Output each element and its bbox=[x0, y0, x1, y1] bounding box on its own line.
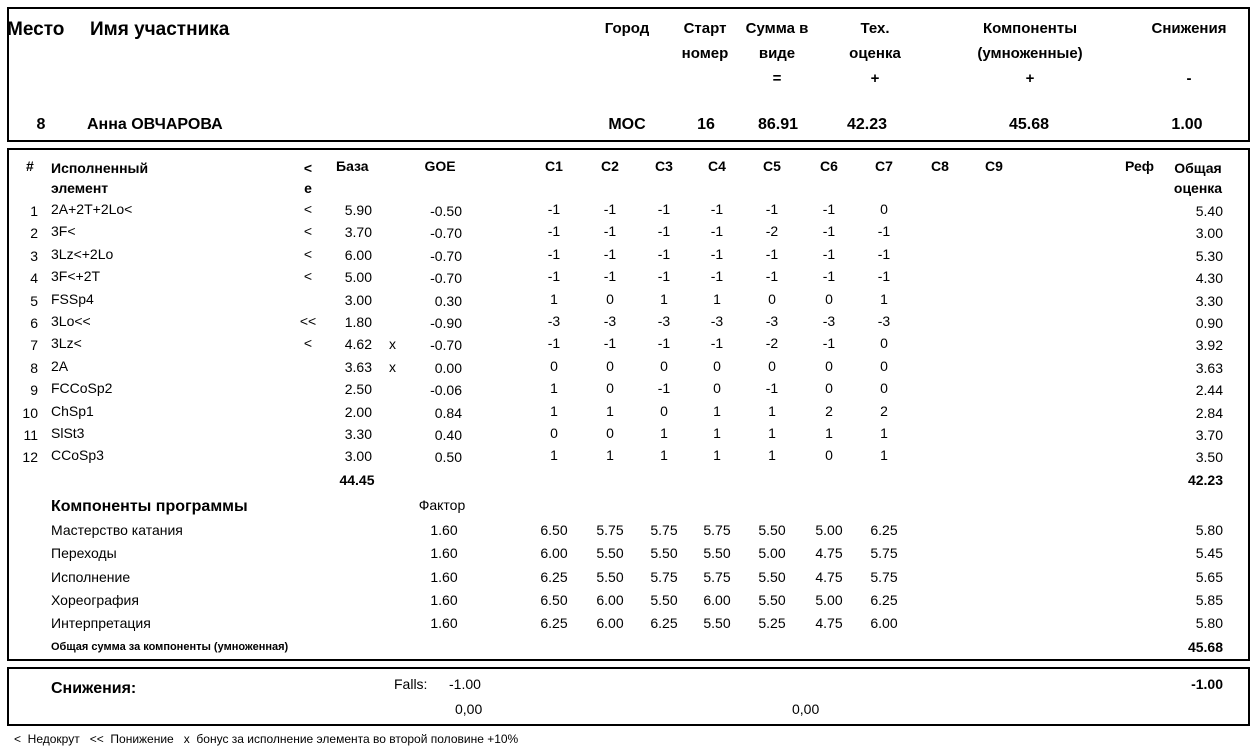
element-num: 8 bbox=[30, 360, 38, 376]
component-judge-score: 6.25 bbox=[540, 615, 568, 631]
component-judge-score: 5.50 bbox=[703, 615, 731, 631]
component-judge-score: 6.00 bbox=[703, 592, 731, 608]
element-name: ChSp1 bbox=[51, 403, 94, 419]
element-name: 3F< bbox=[51, 223, 76, 239]
component-factor: 1.60 bbox=[430, 592, 458, 608]
element-judge-score: 1 bbox=[768, 425, 776, 441]
component-judge-score: 5.50 bbox=[758, 522, 786, 538]
component-judge-score: 5.75 bbox=[870, 569, 898, 585]
element-judge-score: 1 bbox=[660, 291, 668, 307]
component-factor: 1.60 bbox=[430, 569, 458, 585]
element-num: 10 bbox=[22, 405, 38, 421]
element-base: 5.00 bbox=[344, 269, 372, 285]
component-score: 5.65 bbox=[1195, 569, 1223, 585]
element-judge-score: 0 bbox=[606, 425, 614, 441]
element-judge-score: 1 bbox=[550, 380, 558, 396]
component-judge-score: 5.75 bbox=[596, 522, 624, 538]
element-goe: 0.50 bbox=[434, 449, 462, 465]
element-judge-score: 0 bbox=[550, 425, 558, 441]
component-score: 5.80 bbox=[1195, 522, 1223, 538]
element-name: CCoSp3 bbox=[51, 447, 104, 463]
element-judge-score: -1 bbox=[710, 335, 724, 351]
col-ref: Реф bbox=[1125, 158, 1155, 174]
skater-place: 8 bbox=[36, 116, 46, 133]
falls-value: -1.00 bbox=[449, 676, 481, 692]
element-goe: 0.00 bbox=[434, 360, 462, 376]
element-name: 3Lz<+2Lo bbox=[51, 246, 114, 262]
element-judge-score: -1 bbox=[547, 223, 561, 239]
element-judge-score: -1 bbox=[547, 246, 561, 262]
component-name: Хореография bbox=[51, 592, 139, 608]
element-judge-score: 0 bbox=[825, 291, 833, 307]
element-judge-score: -1 bbox=[657, 268, 671, 284]
component-judge-score: 6.00 bbox=[540, 545, 568, 561]
element-name: 3Lz< bbox=[51, 335, 82, 351]
element-name: FCCoSp2 bbox=[51, 380, 113, 396]
element-goe: -0.06 bbox=[430, 382, 462, 398]
skater-name: Анна ОВЧАРОВА bbox=[87, 116, 223, 133]
element-num: 5 bbox=[30, 293, 38, 309]
col-element: Исполненный элемент bbox=[51, 160, 149, 196]
component-judge-score: 5.50 bbox=[596, 569, 624, 585]
element-judge-score: -1 bbox=[603, 246, 617, 262]
factor-label: Фактор bbox=[418, 497, 466, 513]
element-goe: -0.70 bbox=[430, 225, 462, 241]
element-judge-score: 0 bbox=[768, 291, 776, 307]
element-judge-score: -1 bbox=[710, 223, 724, 239]
component-judge-score: 5.00 bbox=[758, 545, 786, 561]
element-num: 11 bbox=[23, 427, 38, 443]
deductions-zero-1: 0,00 bbox=[455, 701, 483, 717]
element-judge-score: 0 bbox=[606, 291, 614, 307]
element-goe: -0.70 bbox=[430, 337, 462, 353]
component-judge-score: 5.00 bbox=[815, 592, 843, 608]
element-info: << bbox=[299, 313, 317, 329]
element-judge-score: -1 bbox=[603, 223, 617, 239]
skater-total: 86.91 bbox=[757, 116, 799, 133]
col-num: # bbox=[26, 158, 34, 174]
tes-total: 42.23 bbox=[1187, 472, 1223, 488]
skater-start: 16 bbox=[697, 116, 715, 133]
element-judge-score: 1 bbox=[713, 425, 721, 441]
element-judge-score: 1 bbox=[880, 447, 888, 463]
element-judge-score: 1 bbox=[713, 291, 721, 307]
element-score: 3.63 bbox=[1195, 360, 1223, 376]
component-judge-score: 5.75 bbox=[703, 569, 731, 585]
element-score: 3.50 bbox=[1195, 449, 1223, 465]
col-info: < e bbox=[303, 160, 313, 196]
components-title: Компоненты программы bbox=[51, 498, 248, 515]
element-judge-score: 2 bbox=[880, 403, 888, 419]
element-judge-score: 1 bbox=[880, 425, 888, 441]
sum-label: Сумма в виде = bbox=[745, 20, 809, 87]
component-judge-score: 5.25 bbox=[758, 615, 786, 631]
element-base: 5.90 bbox=[344, 202, 372, 218]
element-goe: -0.50 bbox=[430, 203, 462, 219]
component-judge-score: 4.75 bbox=[815, 545, 843, 561]
element-judge-score: -1 bbox=[710, 201, 724, 217]
element-num: 12 bbox=[22, 449, 38, 465]
judge-header-9: C9 bbox=[985, 158, 1003, 174]
element-judge-score: -3 bbox=[547, 313, 561, 329]
footnote: < Недокрут << Понижение x бонус за исполнение элемента во второй половине +10% bbox=[14, 732, 519, 746]
element-judge-score: 1 bbox=[606, 403, 614, 419]
deductions-total: -1.00 bbox=[1191, 676, 1223, 692]
element-judge-score: 1 bbox=[825, 425, 833, 441]
name-label: Имя участника bbox=[90, 19, 230, 40]
element-goe: -0.70 bbox=[430, 248, 462, 264]
judge-header-5: C5 bbox=[763, 158, 781, 174]
col-base: База bbox=[336, 158, 369, 174]
element-num: 7 bbox=[30, 337, 38, 353]
element-judge-score: 1 bbox=[768, 447, 776, 463]
element-judge-score: -3 bbox=[710, 313, 724, 329]
component-judge-score: 6.25 bbox=[870, 592, 898, 608]
element-judge-score: 0 bbox=[825, 447, 833, 463]
judge-header-1: C1 bbox=[545, 158, 563, 174]
element-judge-score: -1 bbox=[710, 246, 724, 262]
element-judge-score: -1 bbox=[822, 201, 836, 217]
element-judge-score: 0 bbox=[660, 403, 668, 419]
element-score: 3.30 bbox=[1195, 293, 1223, 309]
component-judge-score: 5.75 bbox=[870, 545, 898, 561]
element-base: 4.62 bbox=[344, 336, 372, 352]
judge-header-4: C4 bbox=[708, 158, 726, 174]
element-judge-score: -1 bbox=[822, 335, 836, 351]
element-score: 5.30 bbox=[1195, 248, 1223, 264]
component-score: 5.45 bbox=[1195, 545, 1223, 561]
component-judge-score: 4.75 bbox=[815, 615, 843, 631]
element-judge-score: 0 bbox=[713, 358, 721, 374]
falls-label: Falls: bbox=[394, 676, 428, 692]
element-judge-score: 0 bbox=[713, 380, 721, 396]
element-judge-score: 0 bbox=[768, 358, 776, 374]
skater-ded: 1.00 bbox=[1171, 116, 1203, 133]
component-judge-score: 5.75 bbox=[650, 522, 678, 538]
comp-label: Компоненты (умноженные) + bbox=[977, 20, 1083, 87]
component-judge-score: 5.00 bbox=[815, 522, 843, 538]
component-name: Исполнение bbox=[51, 569, 131, 585]
element-judge-score: -1 bbox=[603, 335, 617, 351]
element-num: 4 bbox=[30, 270, 38, 286]
component-judge-score: 6.00 bbox=[870, 615, 898, 631]
element-judge-score: 1 bbox=[713, 403, 721, 419]
component-judge-score: 6.50 bbox=[540, 592, 568, 608]
judge-header-6: C6 bbox=[820, 158, 838, 174]
element-judge-score: -1 bbox=[657, 201, 671, 217]
element-bonus: x bbox=[389, 359, 396, 375]
element-base: 3.00 bbox=[344, 292, 372, 308]
component-judge-score: 6.50 bbox=[540, 522, 568, 538]
element-judge-score: -3 bbox=[822, 313, 836, 329]
component-judge-score: 4.75 bbox=[815, 569, 843, 585]
element-judge-score: -1 bbox=[657, 246, 671, 262]
element-judge-score: -1 bbox=[657, 335, 671, 351]
element-judge-score: 0 bbox=[880, 201, 888, 217]
deductions-label: Снижения: bbox=[51, 680, 137, 697]
base-total: 44.45 bbox=[339, 472, 375, 488]
col-score: Общая оценка bbox=[1173, 160, 1223, 196]
element-goe: 0.40 bbox=[434, 427, 462, 443]
element-judge-score: 1 bbox=[660, 425, 668, 441]
element-info: < bbox=[303, 223, 313, 239]
element-num: 3 bbox=[30, 248, 38, 264]
element-judge-score: 0 bbox=[880, 358, 888, 374]
component-judge-score: 5.75 bbox=[703, 522, 731, 538]
element-judge-score: -2 bbox=[765, 335, 779, 351]
element-judge-score: -1 bbox=[822, 268, 836, 284]
element-judge-score: 0 bbox=[550, 358, 558, 374]
skater-pcs: 45.68 bbox=[1008, 116, 1050, 133]
element-judge-score: -2 bbox=[765, 223, 779, 239]
element-judge-score: -1 bbox=[765, 268, 779, 284]
element-name: FSSp4 bbox=[51, 291, 94, 307]
component-judge-score: 5.50 bbox=[650, 545, 678, 561]
element-judge-score: 1 bbox=[550, 403, 558, 419]
element-judge-score: -1 bbox=[657, 223, 671, 239]
component-name: Интерпретация bbox=[51, 615, 151, 631]
element-num: 6 bbox=[30, 315, 38, 331]
element-name: 3Lo<< bbox=[51, 313, 91, 329]
element-judge-score: 0 bbox=[825, 380, 833, 396]
skater-tes: 42.23 bbox=[846, 116, 888, 133]
element-score: 2.44 bbox=[1195, 382, 1223, 398]
element-num: 9 bbox=[30, 382, 38, 398]
element-info: < bbox=[303, 201, 313, 217]
element-judge-score: 1 bbox=[768, 403, 776, 419]
element-judge-score: -1 bbox=[603, 201, 617, 217]
element-judge-score: -1 bbox=[765, 246, 779, 262]
component-judge-score: 5.50 bbox=[650, 592, 678, 608]
element-score: 4.30 bbox=[1195, 270, 1223, 286]
element-base: 3.30 bbox=[344, 426, 372, 442]
component-judge-score: 6.25 bbox=[870, 522, 898, 538]
component-factor: 1.60 bbox=[430, 615, 458, 631]
element-judge-score: 1 bbox=[550, 447, 558, 463]
element-judge-score: -1 bbox=[603, 268, 617, 284]
element-judge-score: -1 bbox=[877, 223, 891, 239]
component-judge-score: 5.75 bbox=[650, 569, 678, 585]
element-base: 1.80 bbox=[344, 314, 372, 330]
element-judge-score: 0 bbox=[880, 380, 888, 396]
element-base: 2.00 bbox=[344, 404, 372, 420]
element-judge-score: 2 bbox=[825, 403, 833, 419]
element-judge-score: -1 bbox=[877, 268, 891, 284]
element-name: 3F<+2T bbox=[51, 268, 101, 284]
component-score: 5.80 bbox=[1195, 615, 1223, 631]
element-judge-score: -3 bbox=[603, 313, 617, 329]
element-judge-score: 0 bbox=[880, 335, 888, 351]
component-judge-score: 6.25 bbox=[540, 569, 568, 585]
element-base: 3.63 bbox=[344, 359, 372, 375]
component-judge-score: 5.50 bbox=[596, 545, 624, 561]
components-total-label: Общая сумма за компоненты (умноженная) bbox=[51, 641, 289, 653]
deductions-zero-2: 0,00 bbox=[792, 701, 820, 717]
judge-header-8: C8 bbox=[931, 158, 949, 174]
element-judge-score: -1 bbox=[765, 201, 779, 217]
element-goe: 0.30 bbox=[434, 293, 462, 309]
tech-label: Тех. оценка + bbox=[849, 20, 901, 87]
element-judge-score: 1 bbox=[660, 447, 668, 463]
element-base: 6.00 bbox=[344, 247, 372, 263]
components-total: 45.68 bbox=[1187, 639, 1223, 655]
judge-header-2: C2 bbox=[601, 158, 619, 174]
component-name: Переходы bbox=[51, 545, 117, 561]
component-judge-score: 5.50 bbox=[758, 592, 786, 608]
element-bonus: x bbox=[389, 336, 396, 352]
element-name: 2A bbox=[51, 358, 69, 374]
element-judge-score: 1 bbox=[880, 291, 888, 307]
judge-header-7: C7 bbox=[875, 158, 893, 174]
element-name: 2A+2T+2Lo< bbox=[51, 201, 133, 217]
element-score: 2.84 bbox=[1195, 405, 1223, 421]
component-judge-score: 6.00 bbox=[596, 592, 624, 608]
element-judge-score: -1 bbox=[822, 246, 836, 262]
element-num: 1 bbox=[30, 203, 38, 219]
component-judge-score: 5.50 bbox=[758, 569, 786, 585]
element-base: 2.50 bbox=[344, 381, 372, 397]
element-judge-score: -1 bbox=[657, 380, 671, 396]
element-judge-score: -1 bbox=[547, 268, 561, 284]
element-score: 0.90 bbox=[1195, 315, 1223, 331]
element-judge-score: -1 bbox=[547, 201, 561, 217]
place-label: Место bbox=[7, 19, 65, 40]
element-judge-score: -3 bbox=[877, 313, 891, 329]
component-factor: 1.60 bbox=[430, 545, 458, 561]
element-judge-score: 1 bbox=[713, 447, 721, 463]
col-goe: GOE bbox=[424, 158, 456, 174]
component-judge-score: 5.50 bbox=[703, 545, 731, 561]
element-base: 3.70 bbox=[344, 224, 372, 240]
element-info: < bbox=[303, 246, 313, 262]
element-info: < bbox=[303, 335, 313, 351]
element-goe: 0.84 bbox=[434, 405, 462, 421]
element-name: SlSt3 bbox=[51, 425, 85, 441]
element-score: 5.40 bbox=[1195, 203, 1223, 219]
element-info: < bbox=[303, 268, 313, 284]
element-goe: -0.70 bbox=[430, 270, 462, 286]
element-judge-score: 0 bbox=[606, 380, 614, 396]
element-judge-score: -1 bbox=[822, 223, 836, 239]
element-judge-score: -1 bbox=[765, 380, 779, 396]
element-judge-score: -3 bbox=[657, 313, 671, 329]
element-judge-score: -3 bbox=[765, 313, 779, 329]
element-num: 2 bbox=[30, 225, 38, 241]
element-judge-score: 0 bbox=[660, 358, 668, 374]
element-score: 3.00 bbox=[1195, 225, 1223, 241]
element-judge-score: 0 bbox=[825, 358, 833, 374]
element-base: 3.00 bbox=[344, 448, 372, 464]
element-judge-score: 0 bbox=[606, 358, 614, 374]
component-score: 5.85 bbox=[1195, 592, 1223, 608]
element-goe: -0.90 bbox=[430, 315, 462, 331]
element-judge-score: -1 bbox=[710, 268, 724, 284]
element-judge-score: -1 bbox=[877, 246, 891, 262]
judge-header-3: C3 bbox=[655, 158, 673, 174]
skater-city: MOC bbox=[608, 116, 646, 133]
start-label: Старт номер bbox=[681, 20, 729, 62]
element-judge-score: -1 bbox=[547, 335, 561, 351]
element-score: 3.70 bbox=[1195, 427, 1223, 443]
element-judge-score: 1 bbox=[550, 291, 558, 307]
element-score: 3.92 bbox=[1195, 337, 1223, 353]
component-judge-score: 6.00 bbox=[596, 615, 624, 631]
component-judge-score: 6.25 bbox=[650, 615, 678, 631]
component-name: Мастерство катания bbox=[51, 522, 183, 538]
city-label: Город bbox=[604, 20, 650, 37]
deduct-label: Снижения - bbox=[1151, 20, 1227, 87]
element-judge-score: 1 bbox=[606, 447, 614, 463]
component-factor: 1.60 bbox=[430, 522, 458, 538]
deductions-box bbox=[7, 667, 1250, 726]
